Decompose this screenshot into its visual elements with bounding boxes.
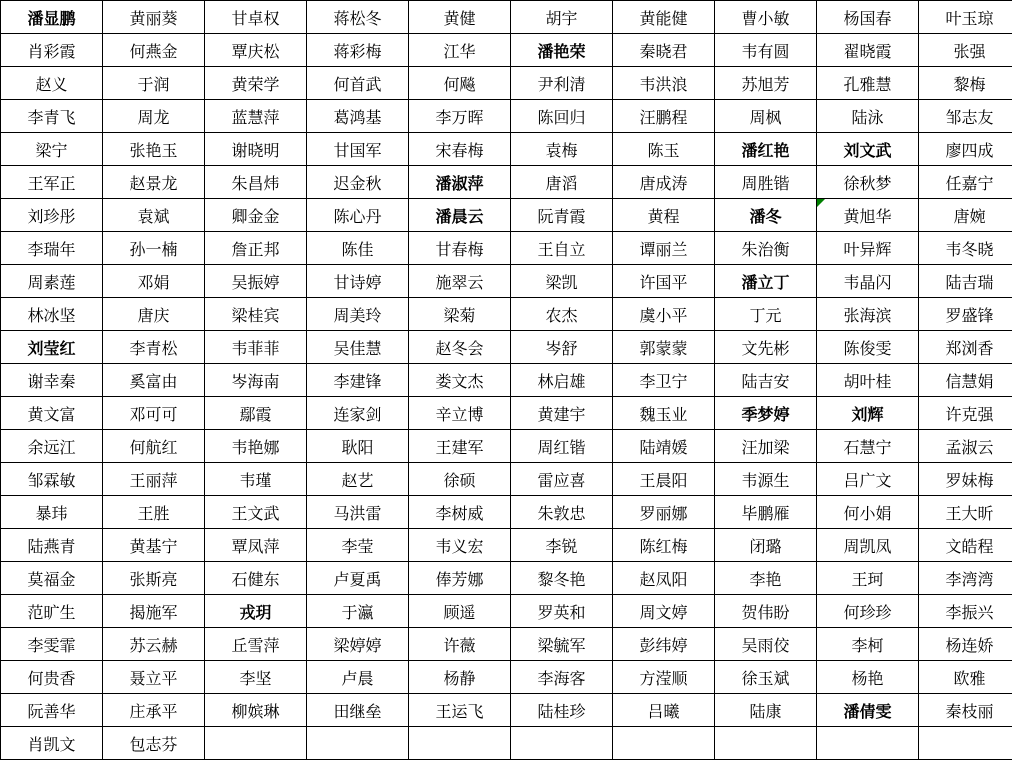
table-cell[interactable]: 李树威 xyxy=(409,496,511,529)
table-cell[interactable]: 张海滨 xyxy=(817,298,919,331)
table-cell[interactable]: 吴雨佼 xyxy=(715,628,817,661)
table-cell[interactable]: 罗妹梅 xyxy=(919,463,1012,496)
table-cell[interactable]: 黄建宇 xyxy=(511,397,613,430)
table-cell[interactable]: 叶异辉 xyxy=(817,232,919,265)
table-cell[interactable]: 黄文富 xyxy=(1,397,103,430)
table-cell[interactable]: 韦菲菲 xyxy=(205,331,307,364)
table-cell[interactable]: 葛鸿基 xyxy=(307,100,409,133)
table-cell[interactable]: 张艳玉 xyxy=(103,133,205,166)
table-cell[interactable]: 周凯凤 xyxy=(817,529,919,562)
table-cell[interactable]: 朱治衡 xyxy=(715,232,817,265)
table-cell[interactable]: 李艳 xyxy=(715,562,817,595)
table-cell[interactable]: 赵景龙 xyxy=(103,166,205,199)
table-cell[interactable]: 卢晨 xyxy=(307,661,409,694)
table-cell[interactable]: 王自立 xyxy=(511,232,613,265)
names-table-body xyxy=(1,1,1012,760)
table-row xyxy=(1,34,1012,67)
table-cell[interactable]: 阮善华 xyxy=(1,694,103,727)
table-cell[interactable]: 韦有圆 xyxy=(715,34,817,67)
table-row xyxy=(1,463,1012,496)
table-cell[interactable]: 潘淑萍 xyxy=(409,166,511,199)
table-cell[interactable]: 梁宁 xyxy=(1,133,103,166)
table-cell[interactable]: 苏云赫 xyxy=(103,628,205,661)
table-row xyxy=(1,265,1012,298)
table-cell[interactable]: 何小娟 xyxy=(817,496,919,529)
table-cell[interactable]: 郭蒙蒙 xyxy=(613,331,715,364)
table-cell[interactable]: 鄢霞 xyxy=(205,397,307,430)
table-row xyxy=(1,100,1012,133)
table-cell[interactable] xyxy=(817,727,919,760)
table-cell[interactable]: 唐成涛 xyxy=(613,166,715,199)
table-cell[interactable]: 刘文武 xyxy=(817,133,919,166)
table-cell[interactable]: 李雯霏 xyxy=(1,628,103,661)
table-cell[interactable]: 何航红 xyxy=(103,430,205,463)
table-cell[interactable]: 孟淑云 xyxy=(919,430,1012,463)
table-cell[interactable]: 陈佳 xyxy=(307,232,409,265)
table-cell[interactable]: 暴玮 xyxy=(1,496,103,529)
table-cell[interactable]: 顾遥 xyxy=(409,595,511,628)
table-cell[interactable]: 唐滔 xyxy=(511,166,613,199)
table-cell[interactable]: 连家剑 xyxy=(307,397,409,430)
table-cell[interactable]: 罗英和 xyxy=(511,595,613,628)
table-cell[interactable]: 覃凤萍 xyxy=(205,529,307,562)
table-cell[interactable]: 陈红梅 xyxy=(613,529,715,562)
table-cell[interactable]: 潘冬 xyxy=(715,199,817,232)
table-cell[interactable]: 俸芳娜 xyxy=(409,562,511,595)
table-row xyxy=(1,727,1012,760)
green-triangle-cell-marker-icon xyxy=(817,199,825,207)
table-cell[interactable]: 李建锋 xyxy=(307,364,409,397)
table-cell[interactable]: 蒋松冬 xyxy=(307,1,409,34)
table-cell[interactable]: 甘春梅 xyxy=(409,232,511,265)
table-cell[interactable]: 陆桂珍 xyxy=(511,694,613,727)
table-cell[interactable]: 李海客 xyxy=(511,661,613,694)
table-cell[interactable]: 季梦婷 xyxy=(715,397,817,430)
table-cell[interactable]: 罗丽娜 xyxy=(613,496,715,529)
table-cell[interactable]: 秦晓君 xyxy=(613,34,715,67)
table-cell[interactable]: 黄健 xyxy=(409,1,511,34)
table-cell[interactable]: 王建军 xyxy=(409,430,511,463)
table-cell[interactable]: 雷应喜 xyxy=(511,463,613,496)
table-cell[interactable]: 黄基宁 xyxy=(103,529,205,562)
table-row xyxy=(1,199,1012,232)
table-cell[interactable]: 莫福金 xyxy=(1,562,103,595)
table-cell[interactable]: 胡叶桂 xyxy=(817,364,919,397)
table-cell[interactable]: 李振兴 xyxy=(919,595,1012,628)
table-cell[interactable]: 何飚 xyxy=(409,67,511,100)
table-cell[interactable]: 詹正邦 xyxy=(205,232,307,265)
table-cell[interactable]: 石慧宁 xyxy=(817,430,919,463)
table-cell[interactable]: 岑海南 xyxy=(205,364,307,397)
table-cell[interactable]: 徐秋梦 xyxy=(817,166,919,199)
table-cell[interactable]: 许克强 xyxy=(919,397,1012,430)
table-cell[interactable]: 庄承平 xyxy=(103,694,205,727)
table-cell[interactable] xyxy=(715,727,817,760)
table-cell[interactable]: 黄程 xyxy=(613,199,715,232)
table-row xyxy=(1,364,1012,397)
table-cell[interactable]: 黄丽葵 xyxy=(103,1,205,34)
table-cell[interactable]: 文皓程 xyxy=(919,529,1012,562)
table-cell[interactable] xyxy=(511,727,613,760)
table-cell[interactable]: 梁菊 xyxy=(409,298,511,331)
table-cell[interactable]: 赵冬会 xyxy=(409,331,511,364)
table-cell[interactable]: 于瀛 xyxy=(307,595,409,628)
table-cell[interactable]: 郑浏香 xyxy=(919,331,1012,364)
table-cell[interactable]: 丘雪萍 xyxy=(205,628,307,661)
table-cell[interactable]: 张强 xyxy=(919,34,1012,67)
table-cell[interactable]: 信慧娟 xyxy=(919,364,1012,397)
table-cell[interactable]: 韦源生 xyxy=(715,463,817,496)
table-cell[interactable]: 周文婷 xyxy=(613,595,715,628)
table-cell[interactable]: 黄旭华 xyxy=(817,199,919,232)
table-cell[interactable]: 任嘉宁 xyxy=(919,166,1012,199)
table-cell[interactable]: 刘莹红 xyxy=(1,331,103,364)
table-cell[interactable]: 闭璐 xyxy=(715,529,817,562)
table-cell[interactable]: 梁凯 xyxy=(511,265,613,298)
table-cell[interactable]: 周龙 xyxy=(103,100,205,133)
table-cell[interactable]: 陆吉瑞 xyxy=(919,265,1012,298)
table-cell[interactable]: 魏玉业 xyxy=(613,397,715,430)
table-cell[interactable]: 陆康 xyxy=(715,694,817,727)
table-cell[interactable]: 李柯 xyxy=(817,628,919,661)
table-cell[interactable]: 潘红艳 xyxy=(715,133,817,166)
table-cell[interactable]: 杨静 xyxy=(409,661,511,694)
table-cell[interactable]: 岑舒 xyxy=(511,331,613,364)
table-cell[interactable]: 戎玥 xyxy=(205,595,307,628)
table-cell[interactable]: 邓可可 xyxy=(103,397,205,430)
table-cell[interactable]: 王珂 xyxy=(817,562,919,595)
table-cell[interactable] xyxy=(205,727,307,760)
table-cell[interactable]: 邹志友 xyxy=(919,100,1012,133)
table-cell[interactable]: 毕鹏雁 xyxy=(715,496,817,529)
table-cell[interactable]: 卢夏禹 xyxy=(307,562,409,595)
table-cell[interactable]: 彭纬婷 xyxy=(613,628,715,661)
table-cell[interactable]: 唐庆 xyxy=(103,298,205,331)
table-cell[interactable]: 蓝慧萍 xyxy=(205,100,307,133)
table-cell[interactable]: 陆靖媛 xyxy=(613,430,715,463)
table-cell[interactable]: 黎梅 xyxy=(919,67,1012,100)
table-cell[interactable]: 陆泳 xyxy=(817,100,919,133)
table-cell[interactable]: 宋春梅 xyxy=(409,133,511,166)
table-cell[interactable] xyxy=(919,727,1012,760)
table-cell[interactable]: 余远江 xyxy=(1,430,103,463)
table-cell[interactable]: 方滢顺 xyxy=(613,661,715,694)
table-cell[interactable]: 许薇 xyxy=(409,628,511,661)
table-cell[interactable]: 李莹 xyxy=(307,529,409,562)
table-cell[interactable]: 甘卓权 xyxy=(205,1,307,34)
table-cell[interactable]: 吴佳慧 xyxy=(307,331,409,364)
table-cell[interactable]: 揭施军 xyxy=(103,595,205,628)
table-row xyxy=(1,232,1012,265)
table-cell[interactable]: 梁桂宾 xyxy=(205,298,307,331)
table-cell[interactable]: 赵义 xyxy=(1,67,103,100)
table-cell[interactable]: 梁婷婷 xyxy=(307,628,409,661)
table-cell[interactable]: 柳嫔琳 xyxy=(205,694,307,727)
table-cell[interactable]: 陈回归 xyxy=(511,100,613,133)
table-row xyxy=(1,529,1012,562)
table-cell[interactable]: 赵艺 xyxy=(307,463,409,496)
table-cell[interactable]: 韦晶闪 xyxy=(817,265,919,298)
table-cell[interactable]: 何首武 xyxy=(307,67,409,100)
table-cell[interactable]: 辛立博 xyxy=(409,397,511,430)
table-cell[interactable]: 范旷生 xyxy=(1,595,103,628)
table-cell[interactable]: 孔雅慧 xyxy=(817,67,919,100)
table-row xyxy=(1,562,1012,595)
table-cell[interactable]: 李瑞年 xyxy=(1,232,103,265)
table-cell[interactable]: 韦艳娜 xyxy=(205,430,307,463)
table-cell[interactable] xyxy=(409,727,511,760)
table-cell[interactable]: 王文武 xyxy=(205,496,307,529)
table-cell[interactable]: 李湾湾 xyxy=(919,562,1012,595)
table-cell[interactable]: 甘国军 xyxy=(307,133,409,166)
table-cell[interactable]: 蒋彩梅 xyxy=(307,34,409,67)
table-cell[interactable]: 周红锴 xyxy=(511,430,613,463)
table-cell[interactable]: 邹霖敏 xyxy=(1,463,103,496)
table-cell[interactable]: 周美玲 xyxy=(307,298,409,331)
table-cell[interactable]: 李卫宁 xyxy=(613,364,715,397)
table-cell[interactable]: 李青松 xyxy=(103,331,205,364)
table-cell[interactable]: 文先彬 xyxy=(715,331,817,364)
table-cell[interactable]: 王胜 xyxy=(103,496,205,529)
table-cell[interactable] xyxy=(613,727,715,760)
table-cell[interactable]: 翟晓霞 xyxy=(817,34,919,67)
table-cell[interactable]: 邓娟 xyxy=(103,265,205,298)
table-cell[interactable]: 唐婉 xyxy=(919,199,1012,232)
table-cell[interactable]: 娄文杰 xyxy=(409,364,511,397)
table-cell[interactable]: 江华 xyxy=(409,34,511,67)
table-cell[interactable]: 韦冬晓 xyxy=(919,232,1012,265)
table-cell[interactable]: 谭丽兰 xyxy=(613,232,715,265)
table-cell[interactable]: 林启雄 xyxy=(511,364,613,397)
table-cell[interactable]: 耿阳 xyxy=(307,430,409,463)
table-cell[interactable]: 曹小敏 xyxy=(715,1,817,34)
table-cell[interactable]: 周胜锴 xyxy=(715,166,817,199)
table-cell[interactable]: 农杰 xyxy=(511,298,613,331)
table-cell[interactable]: 叶玉琼 xyxy=(919,1,1012,34)
table-cell[interactable]: 刘辉 xyxy=(817,397,919,430)
table-cell[interactable]: 吕广文 xyxy=(817,463,919,496)
table-cell[interactable]: 朱敦忠 xyxy=(511,496,613,529)
table-cell[interactable]: 甘诗婷 xyxy=(307,265,409,298)
table-row xyxy=(1,430,1012,463)
table-cell[interactable]: 覃庆松 xyxy=(205,34,307,67)
table-cell[interactable]: 于润 xyxy=(103,67,205,100)
table-cell[interactable]: 李坚 xyxy=(205,661,307,694)
table-cell[interactable]: 潘立丁 xyxy=(715,265,817,298)
table-cell[interactable]: 梁毓军 xyxy=(511,628,613,661)
table-row xyxy=(1,661,1012,694)
table-cell[interactable]: 王运飞 xyxy=(409,694,511,727)
table-cell[interactable]: 阮青霞 xyxy=(511,199,613,232)
table-cell[interactable]: 肖彩霞 xyxy=(1,34,103,67)
table-cell[interactable]: 杨艳 xyxy=(817,661,919,694)
table-cell[interactable]: 周素莲 xyxy=(1,265,103,298)
table-cell[interactable]: 陈俊雯 xyxy=(817,331,919,364)
table-cell[interactable]: 周枫 xyxy=(715,100,817,133)
table-cell[interactable]: 吴振婷 xyxy=(205,265,307,298)
table-cell[interactable]: 朱昌炜 xyxy=(205,166,307,199)
table-cell[interactable]: 马洪雷 xyxy=(307,496,409,529)
table-row xyxy=(1,298,1012,331)
table-cell[interactable]: 潘晨云 xyxy=(409,199,511,232)
table-row xyxy=(1,595,1012,628)
table-cell[interactable]: 虞小平 xyxy=(613,298,715,331)
table-cell[interactable]: 黎冬艳 xyxy=(511,562,613,595)
table-cell[interactable]: 陈心丹 xyxy=(307,199,409,232)
table-cell[interactable]: 胡宇 xyxy=(511,1,613,34)
table-cell[interactable]: 黄能健 xyxy=(613,1,715,34)
table-row xyxy=(1,496,1012,529)
table-cell[interactable]: 何燕金 xyxy=(103,34,205,67)
table-cell[interactable]: 王军正 xyxy=(1,166,103,199)
table-cell[interactable]: 潘艳荣 xyxy=(511,34,613,67)
table-cell[interactable]: 汪加梁 xyxy=(715,430,817,463)
table-cell[interactable]: 陆吉安 xyxy=(715,364,817,397)
table-cell[interactable]: 潘倩雯 xyxy=(817,694,919,727)
table-cell[interactable]: 张斯亮 xyxy=(103,562,205,595)
table-cell[interactable]: 许国平 xyxy=(613,265,715,298)
table-cell[interactable]: 丁元 xyxy=(715,298,817,331)
table-cell[interactable]: 施翠云 xyxy=(409,265,511,298)
table-cell[interactable]: 林冰坚 xyxy=(1,298,103,331)
table-cell[interactable]: 杨连娇 xyxy=(919,628,1012,661)
table-cell[interactable]: 汪鹏程 xyxy=(613,100,715,133)
table-cell[interactable]: 赵凤阳 xyxy=(613,562,715,595)
table-cell[interactable]: 李锐 xyxy=(511,529,613,562)
table-cell[interactable]: 孙一楠 xyxy=(103,232,205,265)
table-cell[interactable]: 韦洪浪 xyxy=(613,67,715,100)
table-cell[interactable]: 韦义宏 xyxy=(409,529,511,562)
table-cell[interactable]: 卿金金 xyxy=(205,199,307,232)
table-cell[interactable]: 奚富由 xyxy=(103,364,205,397)
table-cell[interactable]: 包志芬 xyxy=(103,727,205,760)
table-cell[interactable]: 迟金秋 xyxy=(307,166,409,199)
table-cell[interactable]: 田继垒 xyxy=(307,694,409,727)
table-cell[interactable]: 苏旭芳 xyxy=(715,67,817,100)
table-cell[interactable]: 潘显鹏 xyxy=(1,1,103,34)
table-cell[interactable]: 罗盛锋 xyxy=(919,298,1012,331)
table-row xyxy=(1,694,1012,727)
table-cell[interactable]: 袁斌 xyxy=(103,199,205,232)
table-cell[interactable]: 韦瑾 xyxy=(205,463,307,496)
table-cell[interactable]: 廖四成 xyxy=(919,133,1012,166)
table-cell[interactable]: 徐玉斌 xyxy=(715,661,817,694)
table-cell[interactable]: 杨国春 xyxy=(817,1,919,34)
table-row xyxy=(1,67,1012,100)
table-cell[interactable]: 贺伟盼 xyxy=(715,595,817,628)
table-cell[interactable]: 何珍珍 xyxy=(817,595,919,628)
table-cell[interactable]: 石健东 xyxy=(205,562,307,595)
table-cell[interactable]: 陈玉 xyxy=(613,133,715,166)
table-cell[interactable]: 吕曦 xyxy=(613,694,715,727)
table-row xyxy=(1,166,1012,199)
table-cell[interactable]: 黄荣学 xyxy=(205,67,307,100)
table-cell[interactable]: 谢晓明 xyxy=(205,133,307,166)
table-cell[interactable]: 谢幸秦 xyxy=(1,364,103,397)
table-row xyxy=(1,628,1012,661)
table-cell[interactable]: 肖凯文 xyxy=(1,727,103,760)
table-cell[interactable]: 王丽萍 xyxy=(103,463,205,496)
table-cell[interactable]: 李万晖 xyxy=(409,100,511,133)
table-cell[interactable]: 聂立平 xyxy=(103,661,205,694)
table-row xyxy=(1,133,1012,166)
table-row xyxy=(1,1,1012,34)
table-cell[interactable]: 袁梅 xyxy=(511,133,613,166)
table-cell[interactable] xyxy=(307,727,409,760)
table-cell[interactable]: 徐硕 xyxy=(409,463,511,496)
table-cell[interactable]: 何贵香 xyxy=(1,661,103,694)
table-cell[interactable]: 秦枝丽 xyxy=(919,694,1012,727)
table-row xyxy=(1,397,1012,430)
table-cell[interactable]: 欧雅 xyxy=(919,661,1012,694)
table-cell[interactable]: 王晨阳 xyxy=(613,463,715,496)
table-cell[interactable]: 刘珍彤 xyxy=(1,199,103,232)
table-cell[interactable]: 陆燕青 xyxy=(1,529,103,562)
table-cell[interactable]: 尹利清 xyxy=(511,67,613,100)
table-cell[interactable]: 王大昕 xyxy=(919,496,1012,529)
table-row xyxy=(1,331,1012,364)
table-cell[interactable]: 李青飞 xyxy=(1,100,103,133)
